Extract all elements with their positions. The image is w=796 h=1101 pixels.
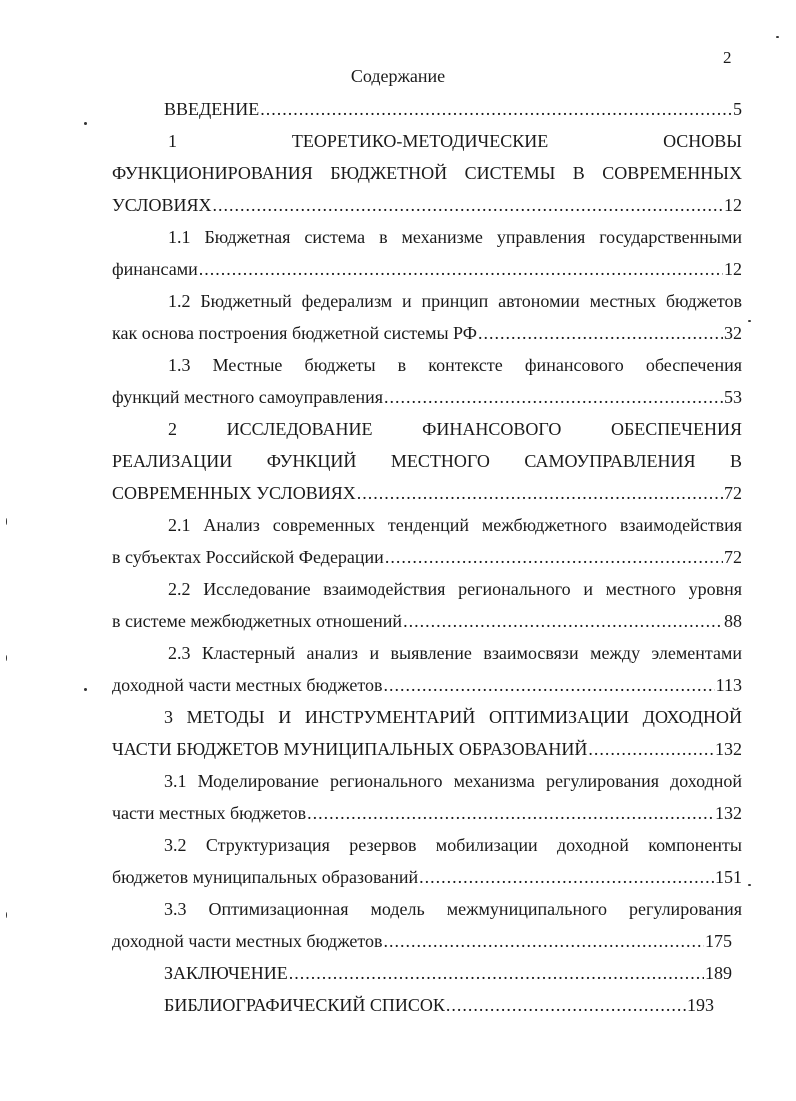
toc-entry-page: 53: [724, 387, 742, 407]
toc-entry-text: доходной части местных бюджетов: [112, 675, 383, 695]
page-number: 2: [723, 48, 732, 67]
toc-entry-text: как основа построения бюджетной системы РФ: [112, 323, 477, 343]
toc-leader-dots: [419, 866, 714, 888]
toc-entry-page: 12: [724, 259, 742, 279]
toc-entry-3-1-line-2[interactable]: [112, 802, 742, 824]
toc-entry-text: финансами: [112, 259, 198, 279]
toc-entry-page: 193: [687, 995, 714, 1015]
toc-entry-3-2-line-1[interactable]: 3.2 Структуризация резервов мобилизации доходной компоненты: [164, 835, 742, 855]
toc-leader-dots: [199, 258, 723, 280]
toc-entry-page: 5: [733, 99, 742, 119]
toc-entry-3-1-line-1[interactable]: 3.1 Моделирование регионального механизма регулирования доходной: [164, 771, 742, 791]
toc-entry-conclusion[interactable]: [164, 962, 732, 984]
toc-entry-page: 72: [724, 547, 742, 567]
toc-entry-1-1-line-2[interactable]: [112, 258, 742, 280]
toc-leader-dots: [307, 802, 714, 824]
scan-speck: [776, 36, 779, 38]
toc-leader-dots: [384, 386, 723, 408]
toc-entry-text: функций местного самоуправления: [112, 387, 384, 407]
toc-entry-chapter-2-line-2[interactable]: РЕАЛИЗАЦИИ ФУНКЦИЙ МЕСТНОГО САМОУПРАВЛЕНИЯ В: [112, 451, 742, 471]
toc-entry-2-2-line-1[interactable]: 2.2 Исследование взаимодействия регионального и местного уровня: [168, 579, 742, 599]
toc-leader-dots: [357, 482, 723, 504]
toc-entry-chapter-1-line-1[interactable]: 1 ТЕОРЕТИКО-МЕТОДИЧЕСКИЕ ОСНОВЫ: [168, 131, 742, 151]
toc-entry-chapter-1-line-2[interactable]: ФУНКЦИОНИРОВАНИЯ БЮДЖЕТНОЙ СИСТЕМЫ В СОВРЕМЕННЫХ: [112, 163, 742, 183]
toc-leader-dots: [446, 994, 686, 1016]
toc-entry-text: УСЛОВИЯХ: [112, 195, 212, 215]
toc-leader-dots: [385, 546, 723, 568]
toc-entry-3-3-line-2[interactable]: [112, 930, 732, 952]
scan-speck: [748, 320, 751, 322]
toc-entry-text: в системе межбюджетных отношений: [112, 611, 403, 631]
toc-leader-dots: [213, 194, 723, 216]
scan-speck: [6, 655, 7, 661]
toc-entry-text: бюджетов муниципальных образований: [112, 867, 419, 887]
toc-entry-2-3-line-2[interactable]: [112, 674, 742, 696]
toc-entry-1-2-line-1[interactable]: 1.2 Бюджетный федерализм и принцип автономии местных бюджетов: [168, 291, 742, 311]
toc-entry-chapter-3-line-2[interactable]: [112, 738, 742, 760]
toc-entry-introduction[interactable]: [164, 98, 742, 120]
toc-entry-chapter-2-line-1[interactable]: 2 ИССЛЕДОВАНИЕ ФИНАНСОВОГО ОБЕСПЕЧЕНИЯ: [168, 419, 742, 439]
scan-speck: [84, 688, 87, 691]
toc-entry-page: 151: [715, 867, 742, 887]
toc-entry-page: 12: [724, 195, 742, 215]
toc-entry-page: 88: [724, 611, 742, 631]
toc-entry-2-3-line-1[interactable]: 2.3 Кластерный анализ и выявление взаимосвязи между элементами: [168, 643, 742, 663]
toc-entry-2-1-line-1[interactable]: 2.1 Анализ современных тенденций межбюджетного взаимодействия: [168, 515, 742, 535]
scan-speck: [6, 912, 7, 918]
toc-entry-2-2-line-2[interactable]: [112, 610, 742, 632]
toc-entry-text: БИБЛИОГРАФИЧЕСКИЙ СПИСОК: [164, 995, 445, 1015]
scan-speck: [84, 122, 87, 125]
toc-entry-2-1-line-2[interactable]: [112, 546, 742, 568]
toc-entry-page: 132: [715, 803, 742, 823]
toc-entry-1-2-line-2[interactable]: [112, 322, 742, 344]
toc-entry-text: ЗАКЛЮЧЕНИЕ: [164, 963, 288, 983]
toc-entry-1-1-line-1[interactable]: 1.1 Бюджетная система в механизме управления государственными: [168, 227, 742, 247]
toc-entry-1-3-line-1[interactable]: 1.3 Местные бюджеты в контексте финансового обеспечения: [168, 355, 742, 375]
toc-entry-page: 113: [715, 675, 742, 695]
toc-entry-text: СОВРЕМЕННЫХ УСЛОВИЯХ: [112, 483, 356, 503]
toc-entry-1-3-line-2[interactable]: [112, 386, 742, 408]
toc-entry-page: 32: [724, 323, 742, 343]
scan-speck: [748, 884, 751, 886]
toc-entry-text: ВВЕДЕНИЕ: [164, 99, 260, 119]
toc-entry-page: 189: [705, 963, 732, 983]
toc-entry-page: 175: [705, 931, 732, 951]
toc-entry-page: 72: [724, 483, 742, 503]
toc-entry-page: 132: [715, 739, 742, 759]
toc-leader-dots: [588, 738, 714, 760]
toc-entry-chapter-1-line-3[interactable]: [112, 194, 742, 216]
scan-speck: [6, 518, 7, 525]
toc-entry-bibliography[interactable]: [164, 994, 714, 1016]
toc-leader-dots: [289, 962, 704, 984]
toc-entry-3-3-line-1[interactable]: 3.3 Оптимизационная модель межмуниципального регулирования: [164, 899, 742, 919]
toc-leader-dots: [384, 930, 704, 952]
toc-entry-text: доходной части местных бюджетов: [112, 931, 383, 951]
toc-leader-dots: [478, 322, 723, 344]
toc-leader-dots: [403, 610, 723, 632]
toc-entry-text: части местных бюджетов: [112, 803, 307, 823]
toc-entry-chapter-3-line-1[interactable]: 3 МЕТОДЫ И ИНСТРУМЕНТАРИЙ ОПТИМИЗАЦИИ ДОХОДНОЙ: [164, 707, 742, 727]
page-title: Содержание: [350, 66, 446, 86]
toc-leader-dots: [260, 98, 732, 120]
toc-leader-dots: [384, 674, 715, 696]
toc-entry-3-2-line-2[interactable]: [112, 866, 742, 888]
toc-entry-chapter-2-line-3[interactable]: [112, 482, 742, 504]
toc-entry-text: ЧАСТИ БЮДЖЕТОВ МУНИЦИПАЛЬНЫХ ОБРАЗОВАНИЙ: [112, 739, 588, 759]
toc-entry-text: в субъектах Российской Федерации: [112, 547, 384, 567]
